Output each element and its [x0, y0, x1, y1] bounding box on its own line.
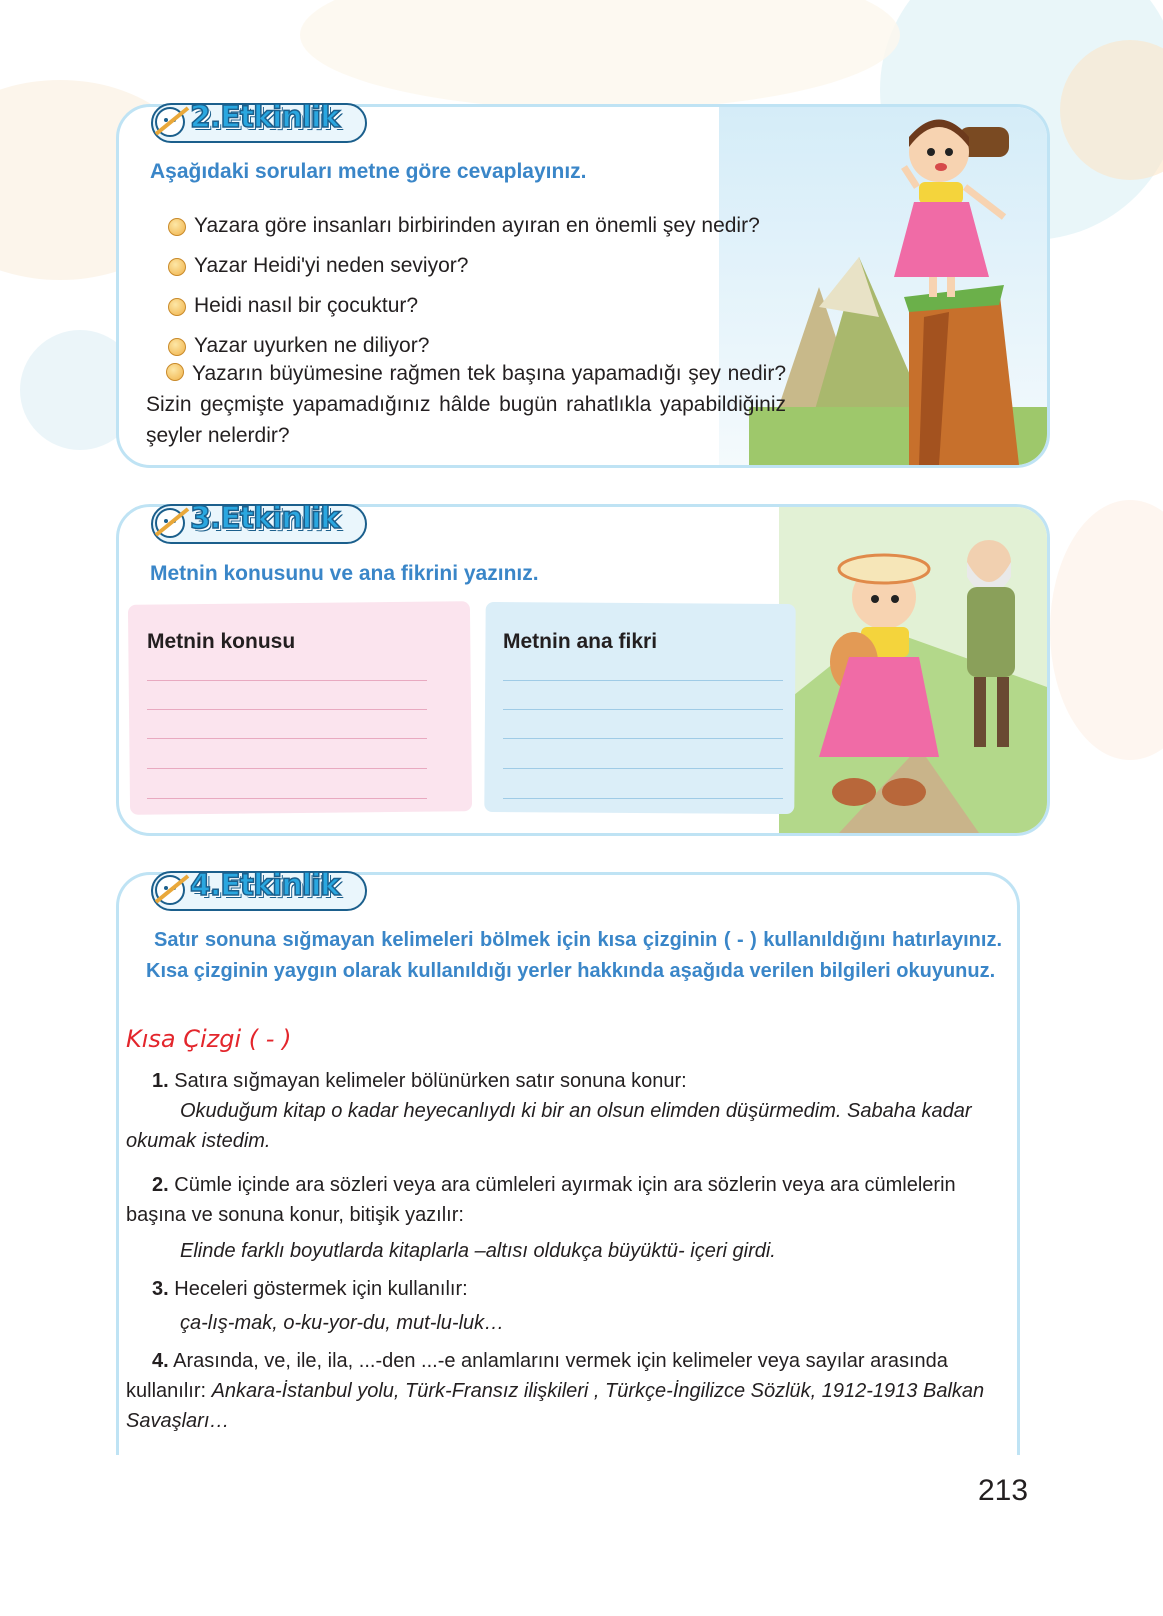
long-question [146, 358, 786, 451]
list-item [168, 246, 818, 286]
rule-1 [126, 1066, 996, 1156]
rule-text: Arasında, ve, ile, ila, ...-den ...-e anlamlarını vermek için kelimeler veya sayılar arasında kullanılır: [126, 1350, 948, 1402]
main-idea-writing-line[interactable] [503, 738, 783, 739]
activity-2-title: 2.Etkinlik [190, 100, 340, 135]
activity-4-intro: Satır sonuna sığmayan kelimeleri bölmek için kısa çizginin ( - ) kullanıldığını hatırlayınız. Kısa çizginin yaygın olarak kullanıldığı yerler hakkında aşağıda verilen bilgileri okuyunuz. [146, 929, 1002, 982]
topic-writing-line[interactable] [147, 768, 427, 769]
long-question-text: Yazarın büyümesine rağmen tek başına yapamadığı şey nedir? Sizin geçmişte yapamadığınız hâlde bugün rahatlıkla yapabildiğiniz şeyler nelerdir? [146, 362, 786, 447]
activity-3-panel [116, 504, 1050, 836]
rule-example: Ankara-İstanbul yolu, Türk-Fransız ilişkileri , Türkçe-İngilizce Sözlük, 1912-1913 Balkan Savaşları… [126, 1380, 985, 1432]
rule-number: 2. [152, 1174, 169, 1196]
activity-4-badge [148, 864, 374, 914]
main-idea-writing-line[interactable] [503, 709, 783, 710]
rule-number: 3. [152, 1278, 169, 1300]
kisa-cizgi-heading: Kısa Çizgi ( - ) [126, 1025, 292, 1053]
activity-3-instruction: Metnin konusunu ve ana fikrini yazınız. [150, 562, 539, 585]
bullet-dot-icon [168, 258, 186, 276]
rule-4 [126, 1346, 986, 1436]
main-idea-label: Metnin ana fikri [503, 630, 658, 653]
rule-example: Okuduğum kitap o kadar heyecanlıydı ki bir an olsun elimden düşürmedim. Sabaha kadar okumak istedim. [126, 1100, 972, 1152]
bullet-dot-icon [168, 218, 186, 236]
topic-writing-line[interactable] [147, 738, 427, 739]
main-idea-writing-line[interactable] [503, 798, 783, 799]
question-text: Yazar uyurken ne diliyor? [194, 334, 430, 357]
rule-number: 4. [152, 1350, 169, 1372]
main-idea-writing-line[interactable] [503, 768, 783, 769]
bullet-dot-icon [168, 298, 186, 316]
rule-example: Elinde farklı boyutlarda kitaplarla –altısı oldukça büyüktü- içeri girdi. [180, 1240, 776, 1262]
topic-writing-line[interactable] [147, 709, 427, 710]
rule-text: Heceleri göstermek için kullanılır: [174, 1278, 468, 1300]
bullet-dot-icon [168, 338, 186, 356]
activity-2-instruction: Aşağıdaki soruları metne göre cevaplayınız. [150, 160, 587, 183]
rule-text: Satıra sığmayan kelimeler bölünürken satır sonuna konur: [174, 1070, 687, 1092]
question-text: Yazara göre insanları birbirinden ayıran en önemli şey nedir? [194, 214, 760, 237]
activity-4-title: 4.Etkinlik [190, 868, 340, 903]
rule-example: ça-lış-mak, o-ku-yor-du, mut-lu-luk… [180, 1312, 505, 1334]
rule-text: Cümle içinde ara sözleri veya ara cümleleri ayırmak için ara sözlerin veya ara cümlelerin başına ve sonuna konur, bitişik yazılır: [126, 1174, 956, 1226]
topic-label: Metnin konusu [147, 630, 296, 653]
topic-writing-line[interactable] [147, 680, 427, 681]
list-item [168, 286, 818, 326]
bg-circle [1050, 500, 1163, 760]
rule-2 [126, 1170, 996, 1266]
activity-3-badge [148, 497, 374, 547]
activity-2-badge [148, 96, 374, 146]
question-text: Heidi nasıl bir çocuktur? [194, 294, 419, 317]
question-list [168, 206, 818, 366]
bullet-dot-icon [166, 363, 184, 381]
rule-3 [126, 1274, 996, 1338]
topic-writing-line[interactable] [147, 798, 427, 799]
page-number: 213 [978, 1474, 1029, 1507]
main-idea-writing-line[interactable] [503, 680, 783, 681]
bg-circle [300, 0, 900, 110]
question-text: Yazar Heidi'yi neden seviyor? [194, 254, 469, 277]
list-item [168, 206, 818, 246]
rule-number: 1. [152, 1070, 169, 1092]
activity-3-title: 3.Etkinlik [190, 501, 340, 536]
